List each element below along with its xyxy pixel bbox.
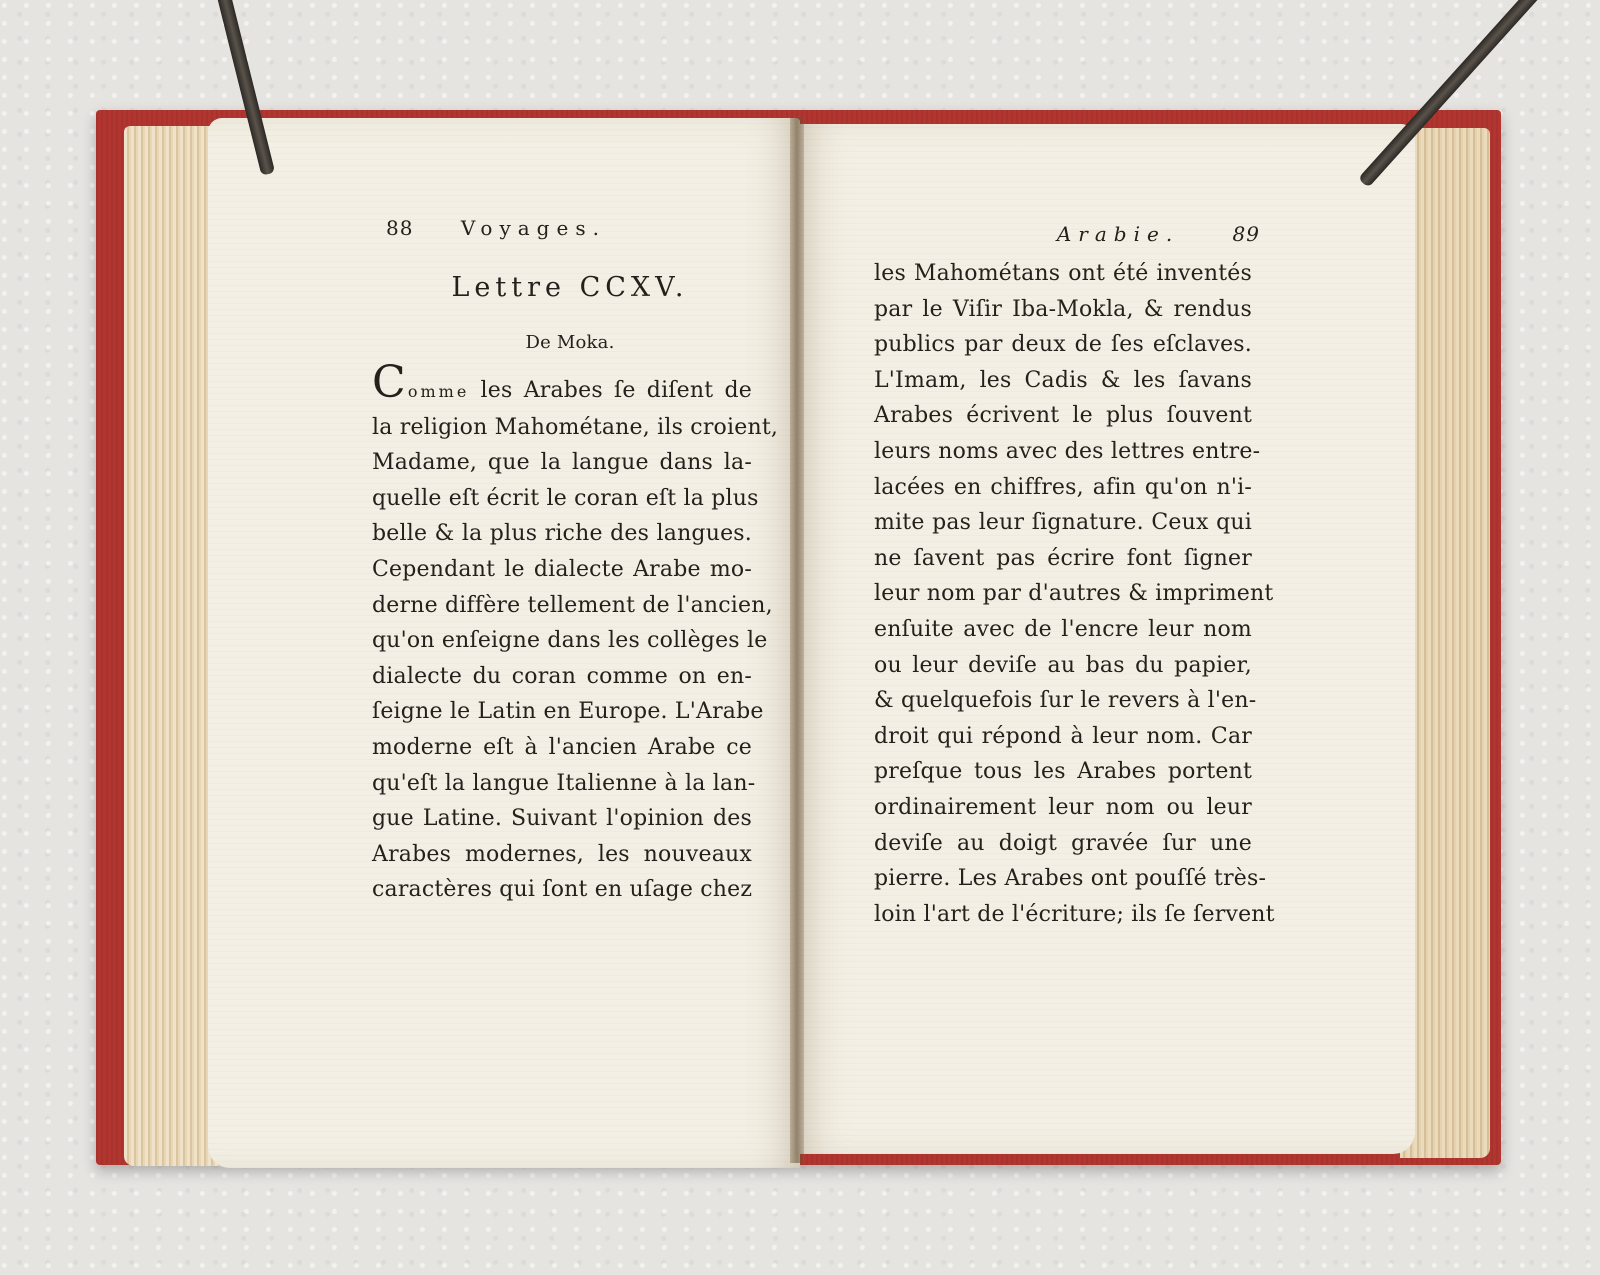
text-line [372, 357, 752, 410]
letter-title: Lettre CCXV. [451, 272, 689, 303]
text-line: pierre. Les Arabes ont pouſſé très- [874, 866, 1267, 892]
first-word-smallcaps: omme [407, 382, 470, 401]
text-line: publics par deux de ſes eſclaves. [874, 332, 1252, 358]
text-line: preſque tous les Arabes portent [874, 759, 1252, 785]
right-page-text [874, 256, 1275, 932]
right-page-number: 89 [1232, 222, 1260, 246]
text-line: par le Viſir Iba-Mokla, & rendus [874, 296, 1252, 322]
left-page-text [372, 357, 779, 908]
text-line: enſuite avec de l'encre leur nom [874, 616, 1252, 642]
text-line: ne ſavent pas écrire font ſigner [874, 545, 1252, 571]
text-line: ou leur deviſe au bas du papier, [874, 652, 1252, 678]
text-line: belle & la plus riche des langues. [372, 521, 752, 547]
text-line: & quelquefois ſur le revers à l'en- [874, 688, 1257, 714]
text-line: L'Imam, les Cadis & les ſavans [874, 367, 1252, 393]
text-line: ordinairement leur nom ou leur [874, 794, 1252, 820]
text-line: mite pas leur ſignature. Ceux qui [874, 510, 1252, 536]
left-page-number: 88 [386, 216, 414, 240]
text-line: Madame, que la langue dans la- [372, 450, 752, 476]
text-line: moderne eſt à l'ancien Arabe ce [372, 734, 752, 760]
text-line: deviſe au doigt gravée ſur une [874, 830, 1252, 856]
line-text: les Arabes ſe diſent de [469, 378, 752, 403]
text-line: la religion Mahométane, ils croient, [372, 414, 779, 440]
text-line: droit qui répond à leur nom. Car [874, 723, 1252, 749]
right-running-head [990, 222, 1260, 246]
text-line: qu'eſt la langue Italienne à la lan- [372, 770, 756, 796]
left-running-title: Voyages. [460, 216, 606, 240]
text-line: ſeigne le Latin en Europe. L'Arabe [372, 699, 764, 725]
text-line: Arabes écrivent le plus ſouvent [874, 403, 1252, 429]
text-line: quelle eſt écrit le coran eſt la plus [372, 485, 759, 511]
left-running-head [386, 216, 666, 240]
text-line: loin l'art de l'écriture; ils ſe ſervent [874, 901, 1275, 927]
book-gutter [790, 118, 804, 1163]
text-line: Arabes modernes, les nouveaux [372, 841, 752, 867]
text-line: Cependant le dialecte Arabe mo- [372, 556, 752, 582]
text-line: derne diffère tellement de l'ancien, [372, 592, 773, 618]
text-line: leurs noms avec des lettres entre- [874, 438, 1261, 464]
drop-cap: C [372, 357, 406, 408]
letter-place: De Moka. [525, 332, 615, 353]
text-line: lacées en chiffres, afin qu'on n'i- [874, 474, 1252, 500]
text-line: dialecte du coran comme on en- [372, 663, 752, 689]
text-line: qu'on enſeigne dans les collèges le [372, 628, 768, 654]
text-line: les Mahométans ont été inventés [874, 261, 1252, 286]
text-line: leur nom par d'autres & impriment [874, 581, 1274, 607]
right-running-title: Arabie. [1056, 222, 1180, 246]
text-line: gue Latine. Suivant l'opinion des [372, 806, 752, 832]
text-line: caractères qui ſont en uſage chez [372, 877, 753, 903]
